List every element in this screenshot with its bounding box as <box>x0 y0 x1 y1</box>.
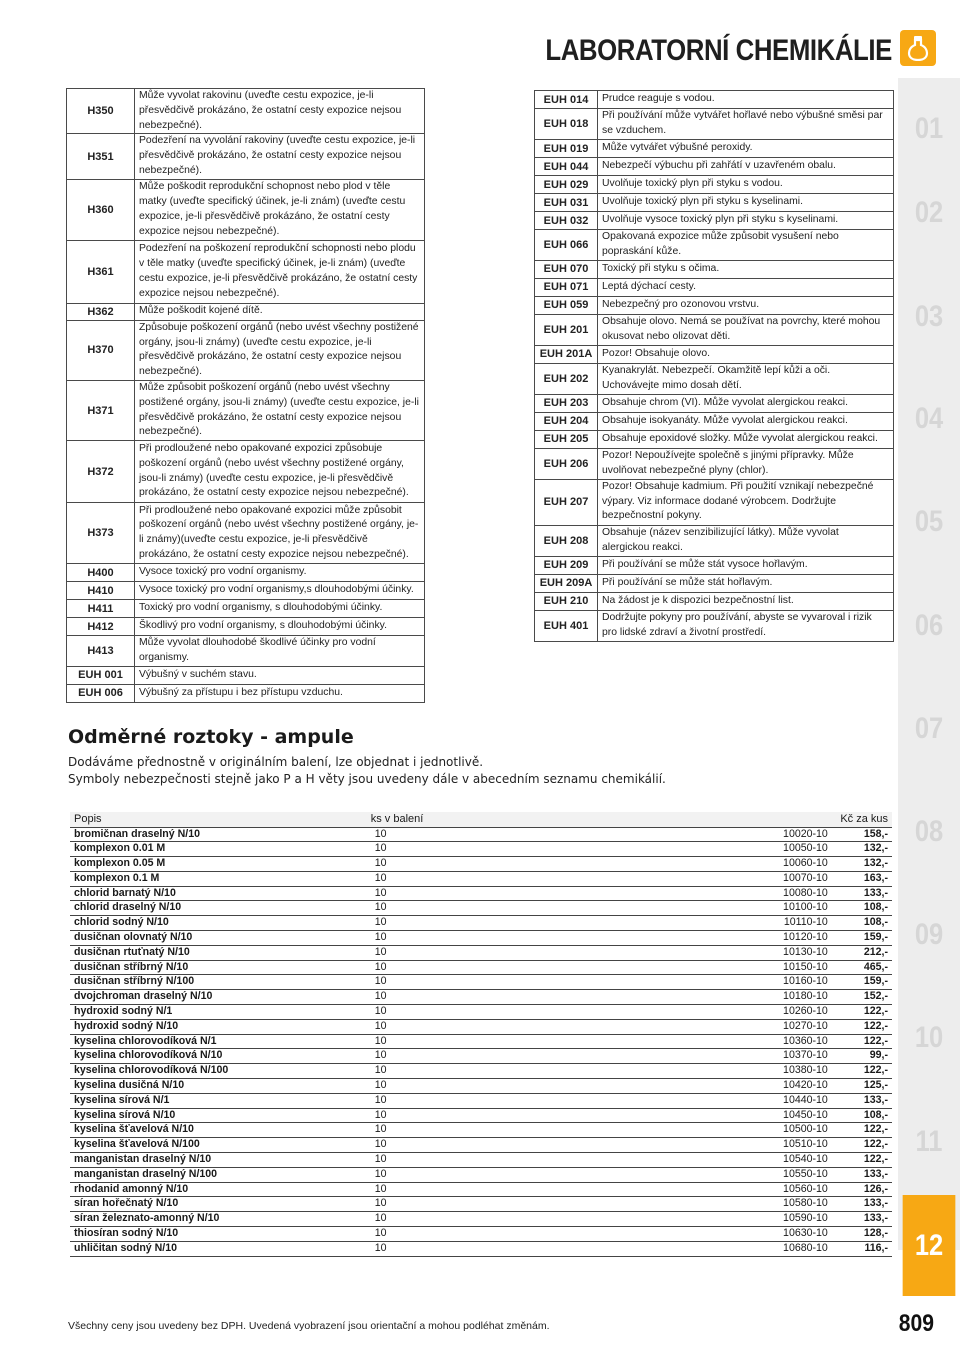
cell-name: dusičnan olovnatý N/10 <box>70 931 371 946</box>
cell-price: 158,- <box>832 827 892 842</box>
cell-name: chlorid sodný N/10 <box>70 916 371 931</box>
cell-ks: 10 <box>371 931 592 946</box>
hazard-text: Opakovaná expozice může způsobit vysušení nebo popraskání kůže. <box>598 230 894 261</box>
hazard-text: Nebezpečný pro ozonovou vrstvu. <box>598 296 894 314</box>
cell-name: dusičnan stříbrný N/10 <box>70 960 371 975</box>
hazard-text: Toxický při styku s očima. <box>598 260 894 278</box>
cell-price: 122,- <box>832 1153 892 1168</box>
tab-03[interactable]: 03 <box>914 300 944 333</box>
table-row <box>70 1079 892 1094</box>
hazard-code: H400 <box>67 564 135 582</box>
tab-02[interactable]: 02 <box>914 196 944 229</box>
hazard-code: EUH 019 <box>535 140 598 158</box>
table-row <box>70 1153 892 1168</box>
cell-ks: 10 <box>371 1019 592 1034</box>
header-cat <box>591 812 832 827</box>
hazard-code: EUH 202 <box>535 363 598 394</box>
cell-name: komplexon 0.01 M <box>70 842 371 857</box>
hazard-row <box>67 503 425 564</box>
cell-price: 132,- <box>832 842 892 857</box>
hazard-code: EUH 059 <box>535 296 598 314</box>
hazard-text: Při prodloužené nebo opakované expozici může způsobit poškození orgánů (nebo uvést všechny postižené orgány, je-li známy)(uveďte cestu expozice, je-li přesvědčivě prokázáno, že ostatní cesty expozice nejsou nebezpečné). <box>135 503 425 564</box>
price-table <box>70 812 892 1257</box>
cell-name: síran hořečnatý N/10 <box>70 1197 371 1212</box>
footer-note: Všechny ceny jsou uvedeny bez DPH. Uvedená vyobrazení jsou orientační a mohou podléhat změnám. <box>68 1320 550 1332</box>
cell-name: kyselina sírová N/1 <box>70 1093 371 1108</box>
cell-ks: 10 <box>371 827 592 842</box>
table-row <box>70 1138 892 1153</box>
hazard-table-left <box>66 88 425 703</box>
cell-name: kyselina chlorovodíková N/100 <box>70 1064 371 1079</box>
cell-price: 122,- <box>832 1034 892 1049</box>
hazard-row <box>67 636 425 667</box>
cell-cat: 10420-10 <box>591 1079 832 1094</box>
table-row <box>70 1212 892 1227</box>
table-row <box>70 1197 892 1212</box>
hazard-code: EUH 207 <box>535 479 598 525</box>
tab-05[interactable]: 05 <box>914 505 944 538</box>
cell-ks: 10 <box>371 886 592 901</box>
hazard-code: EUH 401 <box>535 610 598 641</box>
cell-name: kyselina chlorovodíková N/10 <box>70 1049 371 1064</box>
hazard-code: H373 <box>67 503 135 564</box>
hazard-code: EUH 014 <box>535 91 598 109</box>
hazard-row <box>67 666 425 684</box>
cell-price: 128,- <box>832 1227 892 1242</box>
cell-cat: 10630-10 <box>591 1227 832 1242</box>
hazard-text: Může vyvolat rakovinu (uveďte cestu expozice, je-li přesvědčivě prokázáno, že ostatní cesty expozice nejsou nebezpečné). <box>135 89 425 134</box>
cell-cat: 10560-10 <box>591 1182 832 1197</box>
hazard-text: Vysoce toxický pro vodní organismy,s dlouhodobými účinky. <box>135 582 425 600</box>
cell-name: rhodanid amonný N/10 <box>70 1182 371 1197</box>
hazard-row <box>67 564 425 582</box>
hazard-row <box>535 574 894 592</box>
hazard-code: EUH 205 <box>535 430 598 448</box>
hazard-row <box>535 158 894 176</box>
table-row <box>70 886 892 901</box>
hazard-code: H351 <box>67 134 135 179</box>
cell-cat: 10110-10 <box>591 916 832 931</box>
table-row <box>70 931 892 946</box>
cell-price: 133,- <box>832 1093 892 1108</box>
hazard-text: Výbušný v suchém stavu. <box>135 666 425 684</box>
hazard-code: H370 <box>67 320 135 380</box>
tab-01[interactable]: 01 <box>914 112 944 145</box>
cell-name: thiosíran sodný N/10 <box>70 1227 371 1242</box>
hazard-row <box>67 179 425 240</box>
hazard-text: Při používání se může stát vysoce hořlavým. <box>598 556 894 574</box>
cell-ks: 10 <box>371 1123 592 1138</box>
hazard-row <box>535 479 894 525</box>
cell-price: 122,- <box>832 1064 892 1079</box>
cell-cat: 10130-10 <box>591 945 832 960</box>
table-row <box>70 990 892 1005</box>
hazard-text: Obsahuje (název senzibilizující látky). Může vyvolat alergickou reakci. <box>598 525 894 556</box>
hazard-row <box>67 89 425 134</box>
cell-ks: 10 <box>371 1005 592 1020</box>
hazard-text: Na žádost je k dispozici bezpečnostní list. <box>598 592 894 610</box>
hazard-text: Podezření na vyvolání rakoviny (uveďte cestu expozice, je-li přesvědčivě prokázáno, že ostatní cesty expozice nejsou nebezpečné). <box>135 134 425 179</box>
hazard-code: EUH 206 <box>535 448 598 479</box>
hazard-code: EUH 066 <box>535 230 598 261</box>
hazard-text: Výbušný za přístupu i bez přístupu vzduchu. <box>135 684 425 702</box>
hazard-text: Může způsobit poškození orgánů (nebo uvést všechny postižené orgány, jsou-li známy) (uveďte cestu expozice, je-li přesvědčivě prokázáno, že ostatní cesty expozice nejsou nebezpečné). <box>135 380 425 440</box>
cell-cat: 10050-10 <box>591 842 832 857</box>
hazard-row <box>535 278 894 296</box>
cell-ks: 10 <box>371 945 592 960</box>
table-row <box>70 1034 892 1049</box>
tab-08[interactable]: 08 <box>914 815 944 848</box>
hazard-code: H360 <box>67 179 135 240</box>
hazard-text: Může poškodit kojené dítě. <box>135 303 425 320</box>
tab-07[interactable]: 07 <box>914 712 944 745</box>
table-row <box>70 1108 892 1123</box>
hazard-text: Obsahuje epoxidové složky. Může vyvolat alergickou reakci. <box>598 430 894 448</box>
cell-cat: 10150-10 <box>591 960 832 975</box>
cell-name: síran železnato-amonný N/10 <box>70 1212 371 1227</box>
hazard-row <box>535 296 894 314</box>
cell-name: uhličitan sodný N/10 <box>70 1241 371 1256</box>
cell-name: chlorid draselný N/10 <box>70 901 371 916</box>
cell-ks: 10 <box>371 1079 592 1094</box>
cell-name: komplexon 0.05 M <box>70 857 371 872</box>
table-row <box>70 827 892 842</box>
cell-cat: 10020-10 <box>591 827 832 842</box>
cell-ks: 10 <box>371 1108 592 1123</box>
section-note-1: Dodáváme přednostně v originálním balení, lze objednat i jednotlivě. <box>68 755 484 769</box>
hazard-text: Při používání může vytvářet hořlavé nebo výbušné směsi par se vzduchem. <box>598 109 894 140</box>
hazard-row <box>67 303 425 320</box>
cell-price: 108,- <box>832 901 892 916</box>
cell-cat: 10510-10 <box>591 1138 832 1153</box>
hazard-text: Pozor! Obsahuje kadmium. Při použití vznikají nebezpečné výpary. Viz informace dodané výrobcem. Dodržujte bezpečnostní pokyny. <box>598 479 894 525</box>
cell-name: manganistan draselný N/10 <box>70 1153 371 1168</box>
cell-cat: 10080-10 <box>591 886 832 901</box>
hazard-row <box>535 345 894 363</box>
cell-cat: 10450-10 <box>591 1108 832 1123</box>
cell-cat: 10180-10 <box>591 990 832 1005</box>
hazard-code: H413 <box>67 636 135 667</box>
hazard-row <box>67 240 425 303</box>
hazard-text: Obsahuje chrom (VI). Může vyvolat alergickou reakci. <box>598 394 894 412</box>
cell-ks: 10 <box>371 842 592 857</box>
hazard-row <box>67 380 425 440</box>
hazard-code: EUH 204 <box>535 412 598 430</box>
cell-ks: 10 <box>371 1034 592 1049</box>
hazard-row <box>67 441 425 503</box>
hazard-code: EUH 201 <box>535 314 598 345</box>
hazard-code: EUH 071 <box>535 278 598 296</box>
hazard-text: Při používání se může stát hořlavým. <box>598 574 894 592</box>
hazard-code: EUH 029 <box>535 176 598 194</box>
cell-name: dvojchroman draselný N/10 <box>70 990 371 1005</box>
cell-price: 133,- <box>832 1197 892 1212</box>
tab-11[interactable]: 11 <box>915 1125 943 1158</box>
hazard-row <box>67 684 425 702</box>
hazard-text: Podezření na poškození reprodukční schopnosti nebo plodu v těle matky (uveďte specifický účinek, je-li znám) (uveďte cestu expozice, je-li přesvědčivě prokázáno, že ostatní cesty expozice nejsou nebezpečné). <box>135 240 425 303</box>
page-title: LABORATORNÍ CHEMIKÁLIE <box>545 34 892 67</box>
hazard-code: H412 <box>67 618 135 636</box>
hazard-text: Nebezpečí výbuchu při zahřátí v uzavřeném obalu. <box>598 158 894 176</box>
table-row <box>70 1167 892 1182</box>
price-table-header <box>70 812 892 827</box>
hazard-text: Prudce reaguje s vodou. <box>598 91 894 109</box>
cell-price: 159,- <box>832 975 892 990</box>
hazard-text: Vysoce toxický pro vodní organismy. <box>135 564 425 582</box>
table-row <box>70 975 892 990</box>
hazard-row <box>67 600 425 618</box>
cell-name: kyselina šťavelová N/10 <box>70 1123 371 1138</box>
chapter-sidebar <box>898 78 960 1262</box>
cell-ks: 10 <box>371 1182 592 1197</box>
cell-cat: 10440-10 <box>591 1093 832 1108</box>
hazard-text: Kyanakrylát. Nebezpečí. Okamžitě lepí kůži a oči. Uchovávejte mimo dosah dětí. <box>598 363 894 394</box>
hazard-text: Pozor! Nepoužívejte společně s jinými přípravky. Může uvolňovat nebezpečné plyny (chlor). <box>598 448 894 479</box>
hazard-text: Může vytvářet výbušné peroxidy. <box>598 140 894 158</box>
hazard-text: Leptá dýchací cesty. <box>598 278 894 296</box>
cell-price: 132,- <box>832 857 892 872</box>
cell-price: 125,- <box>832 1079 892 1094</box>
cell-cat: 10360-10 <box>591 1034 832 1049</box>
cell-price: 163,- <box>832 871 892 886</box>
cell-cat: 10120-10 <box>591 931 832 946</box>
cell-price: 116,- <box>832 1241 892 1256</box>
hazard-code: EUH 070 <box>535 260 598 278</box>
hazard-code: EUH 203 <box>535 394 598 412</box>
cell-ks: 10 <box>371 857 592 872</box>
hazard-text: Škodlivý pro vodní organismy, s dlouhodobými účinky. <box>135 618 425 636</box>
hazard-code: EUH 201A <box>535 345 598 363</box>
cell-price: 133,- <box>832 886 892 901</box>
hazard-row <box>535 91 894 109</box>
hazard-code: H410 <box>67 582 135 600</box>
section-title: Odměrné roztoky - ampule <box>68 726 354 748</box>
table-row <box>70 916 892 931</box>
table-row <box>70 871 892 886</box>
hazard-row <box>535 430 894 448</box>
table-row <box>70 945 892 960</box>
cell-ks: 10 <box>371 1227 592 1242</box>
hazard-row <box>535 212 894 230</box>
cell-price: 212,- <box>832 945 892 960</box>
hazard-code: EUH 018 <box>535 109 598 140</box>
hazard-code: EUH 006 <box>67 684 135 702</box>
cell-cat: 10590-10 <box>591 1212 832 1227</box>
cell-ks: 10 <box>371 1064 592 1079</box>
hazard-text: Uvolňuje toxický plyn při styku s kyselinami. <box>598 194 894 212</box>
hazard-text: Může poškodit reprodukční schopnost nebo plod v těle matky (uveďte specifický účinek, je-li znám) (uveďte cestu expozice, je-li přesvědčivě prokázáno, že ostatní cesty expozice nejsou nebezpečné). <box>135 179 425 240</box>
cell-ks: 10 <box>371 1167 592 1182</box>
hazard-row <box>535 525 894 556</box>
cell-ks: 10 <box>371 1212 592 1227</box>
tab-12[interactable]: 12 <box>903 1195 956 1296</box>
hazard-code: EUH 031 <box>535 194 598 212</box>
hazard-code: H371 <box>67 380 135 440</box>
cell-price: 122,- <box>832 1019 892 1034</box>
tab-04[interactable]: 04 <box>914 402 944 435</box>
cell-price: 159,- <box>832 931 892 946</box>
cell-ks: 10 <box>371 916 592 931</box>
table-row <box>70 1182 892 1197</box>
cell-price: 133,- <box>832 1167 892 1182</box>
cell-price: 99,- <box>832 1049 892 1064</box>
cell-cat: 10500-10 <box>591 1123 832 1138</box>
cell-cat: 10060-10 <box>591 857 832 872</box>
table-row <box>70 1093 892 1108</box>
cell-ks: 10 <box>371 960 592 975</box>
header-price: Kč za kus <box>832 812 892 827</box>
tab-10[interactable]: 10 <box>914 1021 944 1054</box>
hazard-row <box>535 610 894 641</box>
hazard-text: Obsahuje olovo. Nemá se používat na povrchy, které mohou okusovat nebo olizovat děti. <box>598 314 894 345</box>
cell-cat: 10680-10 <box>591 1241 832 1256</box>
header-ks: ks v balení <box>371 812 592 827</box>
cell-price: 465,- <box>832 960 892 975</box>
cell-ks: 10 <box>371 1197 592 1212</box>
hazard-code: EUH 044 <box>535 158 598 176</box>
hazard-row <box>535 592 894 610</box>
cell-ks: 10 <box>371 901 592 916</box>
hazard-text: Obsahuje isokyanáty. Může vyvolat alergickou reakci. <box>598 412 894 430</box>
cell-cat: 10580-10 <box>591 1197 832 1212</box>
hazard-row <box>535 109 894 140</box>
table-row <box>70 1123 892 1138</box>
table-row <box>70 901 892 916</box>
hazard-text: Toxický pro vodní organismy, s dlouhodobými účinky. <box>135 600 425 618</box>
cell-price: 108,- <box>832 1108 892 1123</box>
table-row <box>70 1049 892 1064</box>
cell-cat: 10550-10 <box>591 1167 832 1182</box>
cell-cat: 10370-10 <box>591 1049 832 1064</box>
hazard-code: EUH 209A <box>535 574 598 592</box>
hazard-row <box>535 176 894 194</box>
section-note-2: Symboly nebezpečnosti stejně jako P a H věty jsou uvedeny dále v abecedním seznamu chemikálií. <box>68 772 666 786</box>
hazard-code: H350 <box>67 89 135 134</box>
hazard-code: H372 <box>67 441 135 503</box>
table-row <box>70 960 892 975</box>
cell-ks: 10 <box>371 871 592 886</box>
table-row <box>70 1241 892 1256</box>
hazard-row <box>67 320 425 380</box>
cell-price: 122,- <box>832 1138 892 1153</box>
cell-name: bromičnan draselný N/10 <box>70 827 371 842</box>
page-number: 809 <box>898 1310 934 1337</box>
table-row <box>70 857 892 872</box>
hazard-code: EUH 209 <box>535 556 598 574</box>
tab-06[interactable]: 06 <box>914 609 944 642</box>
hazard-table-right <box>534 90 894 642</box>
cell-name: kyselina chlorovodíková N/1 <box>70 1034 371 1049</box>
cell-ks: 10 <box>371 990 592 1005</box>
hazard-row <box>535 314 894 345</box>
tab-09[interactable]: 09 <box>914 918 944 951</box>
cell-cat: 10540-10 <box>591 1153 832 1168</box>
cell-ks: 10 <box>371 1093 592 1108</box>
hazard-row <box>535 260 894 278</box>
hazard-text: Pozor! Obsahuje olovo. <box>598 345 894 363</box>
cell-ks: 10 <box>371 1241 592 1256</box>
hazard-row <box>535 140 894 158</box>
cell-cat: 10100-10 <box>591 901 832 916</box>
cell-name: kyselina dusičná N/10 <box>70 1079 371 1094</box>
cell-cat: 10260-10 <box>591 1005 832 1020</box>
cell-price: 122,- <box>832 1005 892 1020</box>
cell-name: dusičnan rtuťnatý N/10 <box>70 945 371 960</box>
hazard-code: EUH 208 <box>535 525 598 556</box>
cell-name: kyselina sírová N/10 <box>70 1108 371 1123</box>
hazard-text: Způsobuje poškození orgánů (nebo uvést všechny postižené orgány, jsou-li známy) (uveďte cestu expozice, je-li přesvědčivě prokázáno, že ostatní cesty expozice nejsou nebezpečné). <box>135 320 425 380</box>
cell-cat: 10270-10 <box>591 1019 832 1034</box>
hazard-row <box>535 556 894 574</box>
cell-name: hydroxid sodný N/10 <box>70 1019 371 1034</box>
cell-name: hydroxid sodný N/1 <box>70 1005 371 1020</box>
hazard-text: Dodržujte pokyny pro používání, abyste se vyvaroval i rizik pro lidské zdraví a životní prostředí. <box>598 610 894 641</box>
hazard-row <box>67 134 425 179</box>
cell-cat: 10160-10 <box>591 975 832 990</box>
cell-ks: 10 <box>371 1049 592 1064</box>
hazard-code: EUH 210 <box>535 592 598 610</box>
header-name: Popis <box>70 812 371 827</box>
hazard-row <box>535 230 894 261</box>
cell-name: kyselina šťavelová N/100 <box>70 1138 371 1153</box>
hazard-row <box>67 582 425 600</box>
hazard-text: Může vyvolat dlouhodobé škodlivé účinky pro vodní organismy. <box>135 636 425 667</box>
hazard-text: Uvolňuje toxický plyn při styku s vodou. <box>598 176 894 194</box>
cell-name: manganistan draselný N/100 <box>70 1167 371 1182</box>
hazard-row <box>535 412 894 430</box>
table-row <box>70 1005 892 1020</box>
cell-cat: 10070-10 <box>591 871 832 886</box>
hazard-code: H362 <box>67 303 135 320</box>
cell-name: dusičnan stříbrný N/100 <box>70 975 371 990</box>
cell-price: 133,- <box>832 1212 892 1227</box>
hazard-row <box>535 194 894 212</box>
hazard-code: H411 <box>67 600 135 618</box>
hazard-row <box>535 448 894 479</box>
hazard-text: Uvolňuje vysoce toxický plyn při styku s kyselinami. <box>598 212 894 230</box>
hazard-row <box>535 394 894 412</box>
table-row <box>70 842 892 857</box>
hazard-text: Při prodloužené nebo opakované expozici způsobuje poškození orgánů (nebo uvést všechny postižené orgány, jsou-li známy) (uveďte cestu expozice, je-li přesvědčivě prokázáno, že ostatní cesty expozice nejsou nebezpečné). <box>135 441 425 503</box>
hazard-code: H361 <box>67 240 135 303</box>
hazard-code: EUH 001 <box>67 666 135 684</box>
cell-price: 152,- <box>832 990 892 1005</box>
table-row <box>70 1019 892 1034</box>
table-row <box>70 1227 892 1242</box>
hazard-row <box>535 363 894 394</box>
hazard-row <box>67 618 425 636</box>
hazard-code: EUH 032 <box>535 212 598 230</box>
cell-price: 126,- <box>832 1182 892 1197</box>
cell-name: chlorid barnatý N/10 <box>70 886 371 901</box>
flask-icon <box>900 30 936 66</box>
cell-ks: 10 <box>371 1138 592 1153</box>
cell-ks: 10 <box>371 1153 592 1168</box>
cell-cat: 10380-10 <box>591 1064 832 1079</box>
cell-ks: 10 <box>371 975 592 990</box>
cell-price: 122,- <box>832 1123 892 1138</box>
cell-price: 108,- <box>832 916 892 931</box>
table-row <box>70 1064 892 1079</box>
cell-name: komplexon 0.1 M <box>70 871 371 886</box>
